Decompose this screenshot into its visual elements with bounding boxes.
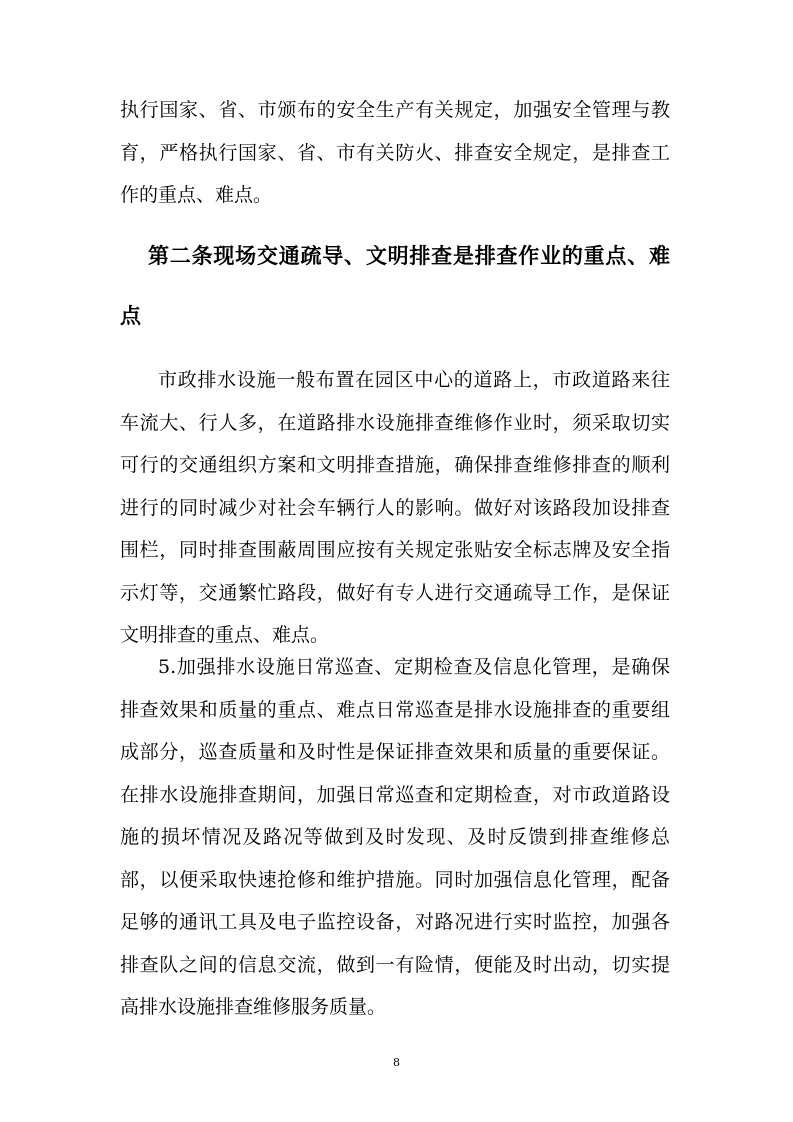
intro-paragraph: 执行国家、省、市颁布的安全生产有关规定，加强安全管理与教育，严格执行国家、省、市有关防火、排查安全规定，是排查工作的重点、难点。	[120, 99, 670, 206]
page-number: 8	[393, 1056, 400, 1069]
section-heading: 第二条现场交通疏导、文明排查是排查作业的重点、难点	[120, 243, 670, 328]
inspection-paragraph: 5.加强排水设施日常巡查、定期检查及信息化管理，是确保排查效果和质量的重点、难点日常巡查是排水设施排查的重要组成部分，巡查质量和及时性是保证排查效果和质量的重要保证。在排水设施排查期间，加强日常巡查和定期检查，对市政道路设施的损坏情况及路况等做到及时发现、及时反馈到排查维修总部，以便采取快速抢修和维护措施。同时加强信息化管理，配备足够的通讯工具及电子监控设备，对路况进行实时监控，加强各排查队之间的信息交流，做到一有险情，便能及时出动，切实提高排水设施排查维修服务质量。	[120, 656, 670, 1018]
traffic-paragraph: 市政排水设施一般布置在园区中心的道路上，市政道路来往车流大、行人多，在道路排水设施排查维修作业时，须采取切实可行的交通组织方案和文明排查措施，确保排查维修排查的顺利进行的同时减少对社会车辆行人的影响。做好对该路段加设排查围栏，同时排查围蔽周围应按有关规定张贴安全标志牌及安全指示灯等，交通繁忙路段，做好有专人进行交通疏导工作，是保证文明排查的重点、难点。	[120, 369, 670, 646]
